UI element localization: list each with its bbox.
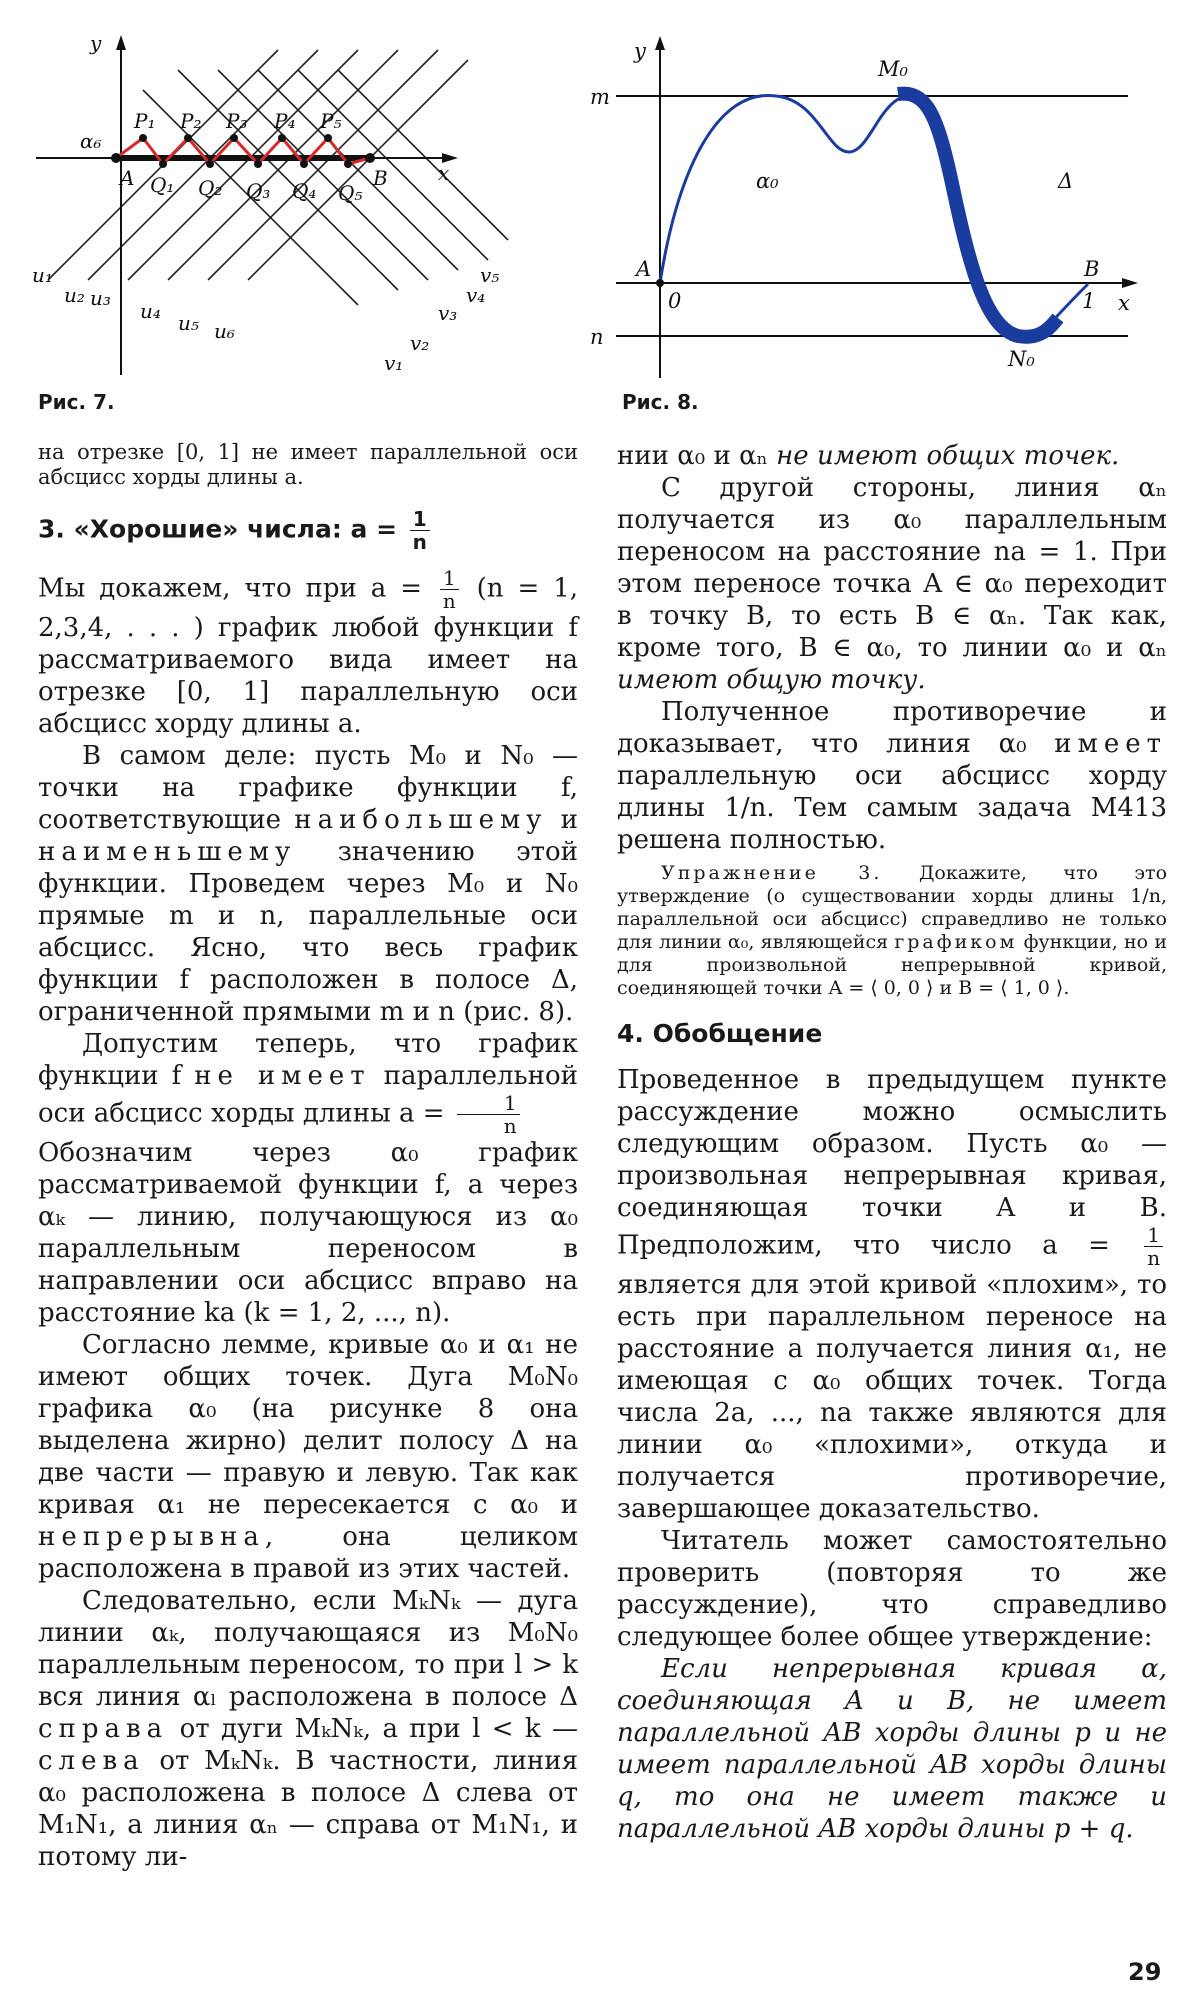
fig7-label-x: x xyxy=(438,161,450,185)
right-paragraph-0: нии α₀ и αₙ не имеют общих точек. xyxy=(617,441,1120,471)
fig7-label-y: y xyxy=(90,31,102,55)
fig7-label-P5: P₅ xyxy=(320,109,342,133)
fig7-label-u5: u₅ xyxy=(178,311,199,335)
fig7-label-u6: u₆ xyxy=(214,319,235,343)
fig7-label-v1: v₁ xyxy=(384,351,404,375)
fig7-label-u4: u₄ xyxy=(140,299,161,323)
fig8-label-A: A xyxy=(636,257,652,281)
figure-7 xyxy=(28,30,568,385)
left-paragraph-5: Следовательно, если MₖNₖ — дуга линии αₖ, получающаяся из M₀N₀ параллельным переносом, то при l > k вся линия αₗ расположена в полосе Δ справа от дуги MₖNₖ, а при l < k — слева от MₖNₖ. В частности, линия α₀ расположена в полосе Δ слева от M₁N₁, а линия αₙ — справа от M₁N₁, и потому ли- xyxy=(38,1586,579,1872)
right-paragraph-3: Проведенное в предыдущем пункте рассуждение можно осмыслить следующим образом. Пусть α₀ — произвольная непрерывная кривая, соединяющая точки A и B. Предположим, что число a = $\frac{1}{n}$ является для этой кривой «плохим», то есть при параллельном переносе на расстояние a получается линия α₁, не имеющая с α₀ общих точек. Тогда числа 2a, ..., na также являются для линии α₀ «плохими», откуда и получается противоречие, завершающее доказательство. xyxy=(617,1065,1167,1524)
fig7-label-alpha6: α₆ xyxy=(80,129,102,153)
fig8-label-x: x xyxy=(1118,291,1130,315)
fig7-label-Q1: Q₁ xyxy=(150,173,175,197)
fig8-label-M0: M₀ xyxy=(878,57,908,81)
figure-8 xyxy=(588,28,1158,383)
left-paragraph-0: на отрезке [0, 1] не имеет параллельной оси абсцисс хорды длины a. xyxy=(38,440,578,489)
fig7-label-P2: P₂ xyxy=(180,109,202,133)
fig8-label-B: B xyxy=(1084,257,1100,281)
right-paragraph-2: Полученное противоречие и доказывает, что линия α₀ имеет параллельную оси абсцисс хорду длины 1/n. Тем самым задача М413 решена полностью. xyxy=(617,697,1168,855)
fig7-label-P1: P₁ xyxy=(134,109,156,133)
left-paragraph-4: Согласно лемме, кривые α₀ и α₁ не имеют общих точек. Дуга M₀N₀ графика α₀ (на рисунке 8 она выделена жирно) делит полосу Δ на две части — правую и левую. Так как кривая α₁ не пересекается с α₀ и непрерывна, она целиком расположена в правой из этих частей. xyxy=(38,1330,578,1584)
fig8-label-N0: N₀ xyxy=(1008,347,1035,371)
figure-7-caption: Рис. 7. xyxy=(38,390,115,414)
fig8-label-delta: Δ xyxy=(1058,169,1074,193)
left-paragraph-1: Мы докажем, что при a = $\frac{1}{n}$ (n = 1, 2,3,4, . . . ) график любой функции f рассматриваемого вида имеет на отрезке [0, 1] параллельную оси абсцисс хорду длины a. xyxy=(38,566,578,739)
fig7-label-Q3: Q₃ xyxy=(246,179,271,203)
fig7-label-Q4: Q₄ xyxy=(292,179,317,203)
heading-fraction: $\frac{1}{n}$ xyxy=(410,508,430,553)
right-paragraph-1: С другой стороны, линия αₙ получается из α₀ параллельным переносом на расстояние na = 1. При этом переносе точка A ∈ α₀ переходит в точку B, то есть B ∈ αₙ. Так как, кроме того, B ∈ α₀, то линии α₀ и αₙ имеют общую точку. xyxy=(617,473,1167,695)
fig8-label-alpha0: α₀ xyxy=(756,169,779,193)
section-3-heading: 3. «Хорошие» числа: a = $\frac{1}{n}$ xyxy=(38,508,578,553)
fig7-label-v2: v₂ xyxy=(410,331,430,355)
left-column xyxy=(38,440,578,1873)
exercise-3: Упражнение 3. Докажите, что это утверждение (о существовании хорды длины 1/n, параллельной оси абсцисс) справедливо не только для линии α₀, являющейся графиком функции, но и для произвольной непрерывной кривой, соединяющей точки A = ⟨ 0, 0 ⟩ и B = ⟨ 1, 0 ⟩. xyxy=(617,862,1168,999)
fig7-label-P4: P₄ xyxy=(274,109,296,133)
left-paragraph-3: Допустим теперь, что график функции f не имеет параллельной оси абсцисс хорды длины a = $\frac{1}{n}$ xyxy=(38,1029,578,1138)
fig7-label-B: B xyxy=(373,166,388,190)
right-paragraph-4: Читатель может самостоятельно проверить (повторяя то же рассуждение), что справедливо следующее более общее утверждение: xyxy=(617,1526,1167,1652)
fig8-label-m: m xyxy=(590,85,610,109)
page-number: 29 xyxy=(1128,1958,1162,1986)
fig7-label-u3: u₃ xyxy=(90,286,111,310)
fig8-label-one: 1 xyxy=(1082,289,1096,313)
fig7-label-Q5: Q₅ xyxy=(338,181,363,205)
figure-8-caption: Рис. 8. xyxy=(622,390,699,414)
left-paragraph-3b: Обозначим через α₀ график рассматриваемой функции f, а через αₖ — линию, получающуюся из α₀ параллельным переносом в направлении оси абсцисс вправо на расстояние ka (k = 1, 2, ..., n). xyxy=(38,1138,578,1328)
fig7-label-v5: v₅ xyxy=(480,263,500,287)
fig7-label-u1: u₁ xyxy=(32,263,53,287)
right-column xyxy=(617,440,1167,1845)
fig8-label-n: n xyxy=(590,325,604,349)
fig7-label-Q2: Q₂ xyxy=(198,176,223,200)
fig7-label-A: A xyxy=(120,166,135,190)
fig7-label-P3: P₃ xyxy=(226,109,248,133)
fig7-label-v4: v₄ xyxy=(466,283,486,307)
left-paragraph-2: В самом деле: пусть M₀ и N₀ — точки на графике функции f, соответствующие наибольшему и наименьшему значению этой функции. Проведем через M₀ и N₀ прямые m и n, параллельные оси абсцисс. Ясно, что весь график функции f расположен в полосе Δ, ограниченной прямыми m и n (рис. 8). xyxy=(38,741,579,1027)
fig8-label-y: y xyxy=(634,39,646,63)
section-4-heading: 4. Обобщение xyxy=(617,1019,823,1048)
fig7-label-v3: v₃ xyxy=(438,301,458,325)
fig7-label-u2: u₂ xyxy=(64,283,85,307)
fig8-label-O: 0 xyxy=(668,289,682,313)
right-paragraph-5: Если непрерывная кривая α, соединяющая A и B, не имеет параллельной AB хорды длины p и не имеет параллельной AB хорды длины q, то она не имеет также и параллельной AB хорды длины p + q. xyxy=(617,1654,1167,1844)
